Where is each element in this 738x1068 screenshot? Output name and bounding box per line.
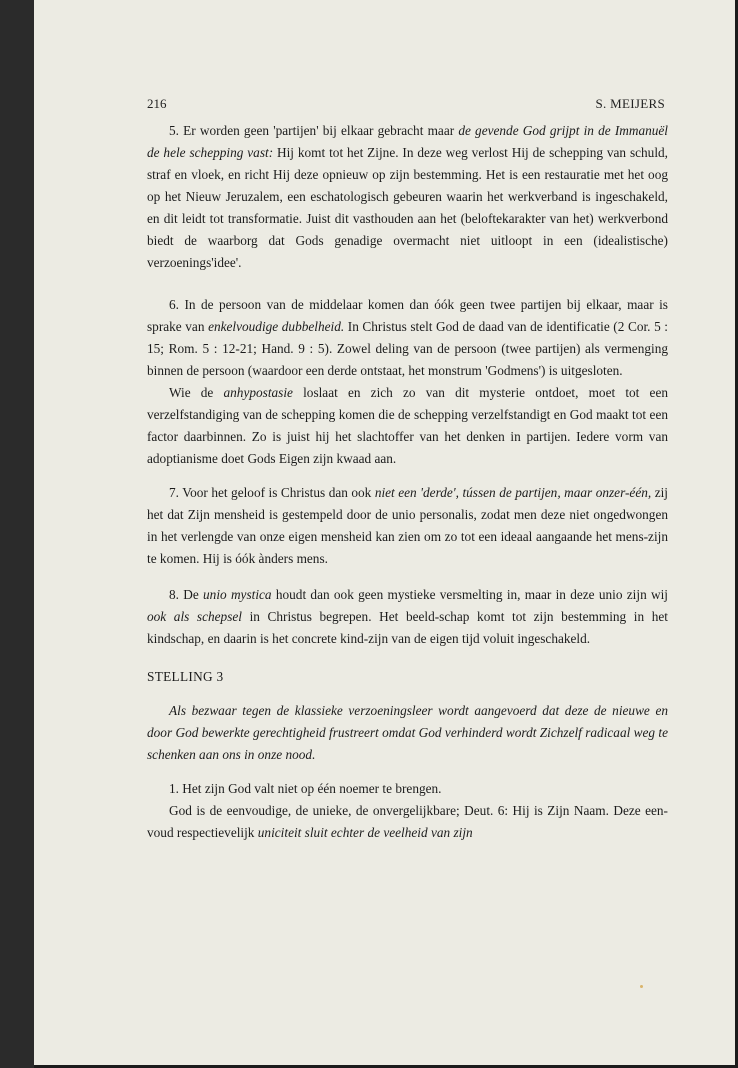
point-1: 1. Het zijn God valt niet op één noemer te brengen. bbox=[169, 781, 442, 796]
paragraph-5: 5. Er worden geen 'partijen' bij elkaar gebracht maar de gevende God grijpt in de Immanuël de hele schepping vast: Hij komt tot het Zijne. In deze weg verlost Hij de schepping van schuld, straf en vloek, en richt Hij deze opnieuw op zijn bestemming. Het is een restauratie met het oog op het Nieuw Jeruzalem, een eschatologisch gebeuren waarin het werkverband is ingeschakeld, en dit leidt tot transformatie. Juist dit vasthouden aan het (beloftekarakter van het) werkverbond biedt de waarborg dat Gods genadige overmacht niet uitloopt in een (idealistische) verzoenings'idee'. bbox=[147, 123, 668, 270]
paragraph-6-continued: Wie de anhypostasie loslaat en zich zo van dit mysterie ontdoet, moet tot een verzelfstandiging van de schepping komen die de schepping verzelfstandigt en God maakt tot een factor daarbinnen. Zo is juist hij het slachtoffer van het denken in partijen. Iedere vorm van adoptianisme doet Gods Eigen zijn kwaad aan. bbox=[147, 385, 668, 466]
point-1-continued: God is de eenvoudige, de unieke, de onvergelijkbare; Deut. 6: Hij is Zijn Naam. Deze een-voud respectievelijk uniciteit sluit echter de veelheid van zijn bbox=[147, 803, 668, 840]
thesis-statement: Als bezwaar tegen de klassieke verzoeningsleer wordt aangevoerd dat deze de nieuwe en door God bewerkte gerechtigheid frustreert omdat God verhinderd wordt Zichzelf radicaal weg te schenken aan ons in onze nood. bbox=[147, 703, 668, 762]
paragraph-8: 8. De unio mystica houdt dan ook geen mystieke versmelting in, maar in deze unio zijn wij ook als schepsel in Christus begrepen. Het beeld-schap komt tot zijn bestemming in het kindschap, en daarin is het concrete kind-zijn van de eigen tijd voluit ingeschakeld. bbox=[147, 587, 668, 646]
page-body bbox=[147, 120, 668, 844]
paper-speck bbox=[640, 985, 643, 988]
paragraph-7: 7. Voor het geloof is Christus dan ook niet een 'derde', tússen de partijen, maar onzer-één, zij het dat Zijn mensheid is gestempeld door de unio personalis, zodat men deze niet ongedwongen in het verlengde van onze eigen mensheid kan zien om zo tot een ideaal aangaande het mens-zijn te komen. Hij is óók ànders mens. bbox=[147, 485, 668, 566]
running-author: S. MEIJERS bbox=[595, 96, 665, 111]
book-page bbox=[34, 0, 738, 1068]
paragraph-6: 6. In de persoon van de middelaar komen dan óók geen twee partijen bij elkaar, maar is sprake van enkelvoudige dubbelheid. In Christus stelt God de daad van de identificatie (2 Cor. 5 : 15; Rom. 5 : 12-21; Hand. 9 : 5). Zowel deling van de persoon (twee partijen) als vermenging binnen de persoon (waardoor een derde ontstaat, het monstrum 'Godmens') is uitgesloten. bbox=[147, 297, 668, 378]
page-number: 216 bbox=[147, 96, 167, 111]
section-heading: STELLING 3 bbox=[147, 669, 224, 684]
